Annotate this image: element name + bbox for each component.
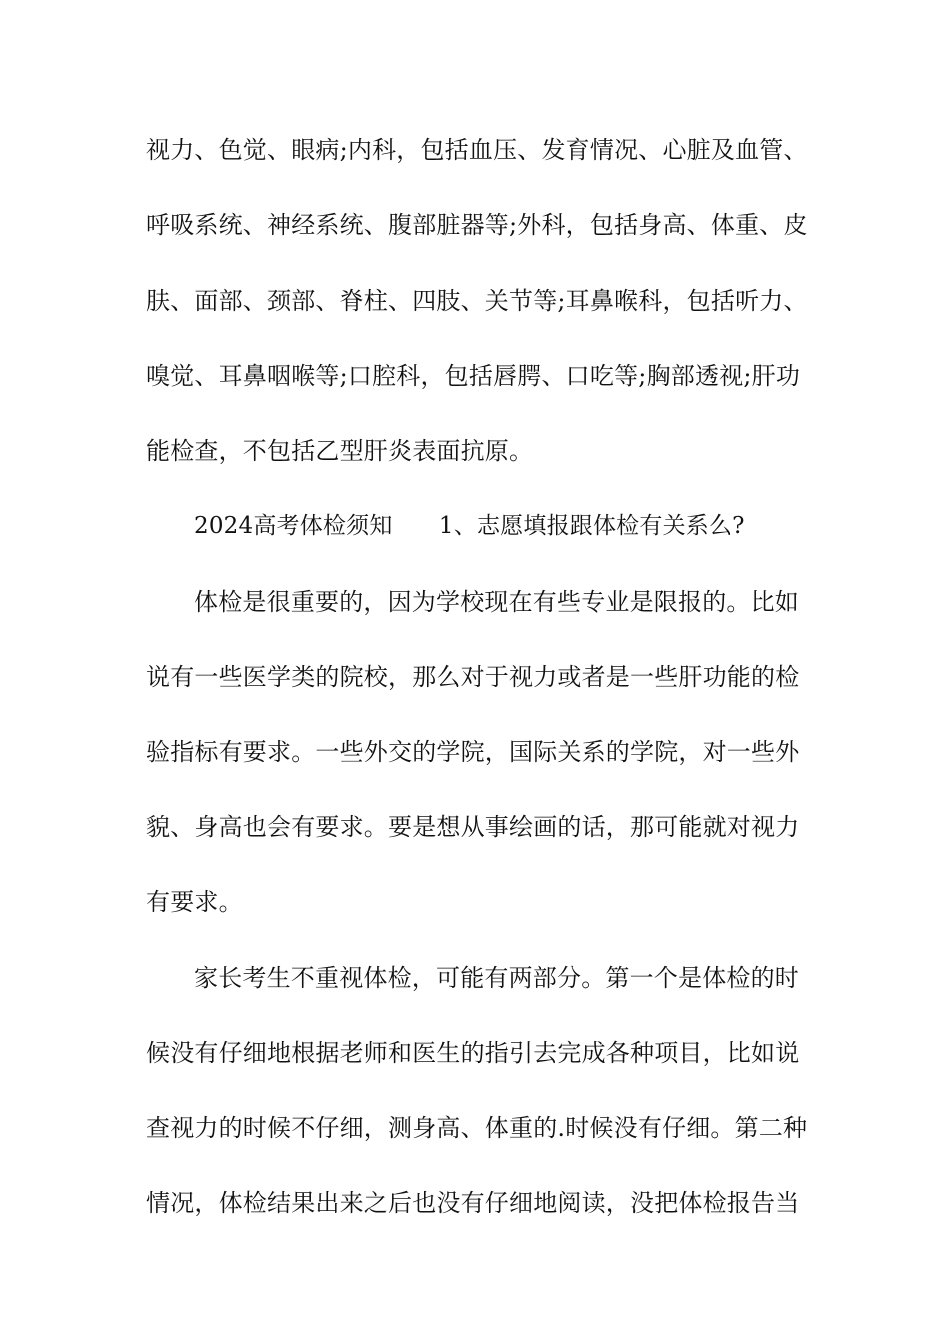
- paragraph-start: 体检是很重要的，因为学校现在有些专业是限报的。比如: [194, 588, 799, 616]
- text-line: 肤、面部、颈部、脊柱、四肢、关节等;耳鼻喉科，包括听力、: [146, 287, 808, 315]
- text-line: 能检查，不包括乙型肝炎表面抗原。: [146, 437, 534, 465]
- text-line: 情况，体检结果出来之后也没有仔细地阅读，没把体检报告当: [146, 1189, 800, 1217]
- text-line: 视力、色觉、眼病;内科，包括血压、发育情况、心脏及血管、: [146, 136, 808, 164]
- paragraph-start: 家长考生不重视体检，可能有两部分。第一个是体检的时: [194, 964, 799, 992]
- section-heading: 2024高考体检须知 1、志愿填报跟体检有关系么?: [194, 513, 745, 539]
- text-line: 貌、身高也会有要求。要是想从事绘画的话，那可能就对视力: [146, 813, 800, 841]
- text-line: 呼吸系统、神经系统、腹部脏器等;外科，包括身高、体重、皮: [146, 211, 808, 239]
- text-line: 说有一些医学类的院校，那么对于视力或者是一些肝功能的检: [146, 663, 800, 691]
- text-line: 验指标有要求。一些外交的学院，国际关系的学院，对一些外: [146, 738, 800, 766]
- text-line: 候没有仔细地根据老师和医生的指引去完成各种项目，比如说: [146, 1039, 800, 1067]
- text-line: 有要求。: [146, 888, 243, 916]
- text-line: 查视力的时候不仔细，测身高、体重的.时候没有仔细。第二种: [146, 1114, 808, 1142]
- text-line: 嗅觉、耳鼻咽喉等;口腔科，包括唇腭、口吃等;胸部透视;肝功: [146, 362, 801, 390]
